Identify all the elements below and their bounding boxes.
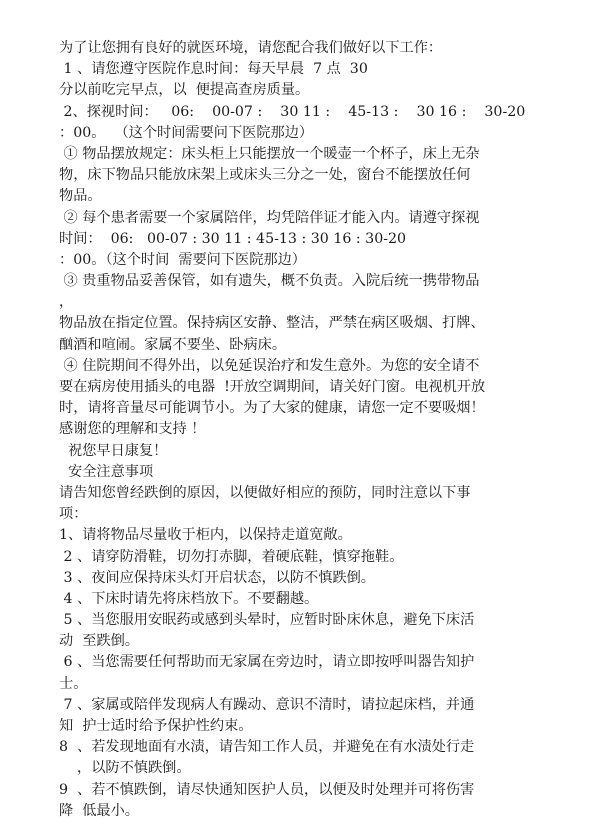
- text-line: 请告知您曾经跌倒的原因，以便做好相应的预防，同时注意以下事: [59, 484, 471, 501]
- text-line: ① 物品摆放规定：床头柜上只能摆放一个暖壶一个杯子，床上无杂: [59, 145, 480, 162]
- text-line: 项：: [59, 506, 88, 523]
- text-line: 8 、若发现地面有水渍，请告知工作人员，并避免在有水渍处行走: [59, 739, 475, 756]
- text-line: 时，请将音量尽可能调节小。为了大家的健康，请您一定不要吸烟！: [59, 400, 485, 417]
- text-line: 物品放在指定位置。保持病区安静、整洁，严禁在病区吸烟、打牌、: [59, 315, 485, 332]
- text-line: 物，床下物品只能放床架上或床头三分之一处，窗台不能摆放任何: [59, 167, 471, 184]
- text-line: ，: [59, 294, 74, 311]
- text-line: 7 、家属或陪伴发现病人有躁动、意识不清时，请拉起床档，并通: [59, 696, 475, 713]
- text-line: 1 、请您遵守医院作息时间：每天早晨 7 点 30: [59, 61, 368, 78]
- text-line: 1、请将物品尽量收于柜内，以保持走道宽敞。: [59, 527, 352, 544]
- text-line: ：00。（这个时间 需要问下医院那边）: [59, 251, 306, 268]
- text-line: 时间： 06: 00-07 : 30 11 : 45-13 : 30 16 : 30-20: [59, 230, 407, 247]
- text-line: 士。: [59, 675, 88, 692]
- text-line: 4 、下床时请先将床档放下。不要翻越。: [59, 590, 319, 607]
- text-line: 6 、当您需要任何帮助而无家属在旁边时，请立即按呼叫器告知护: [59, 654, 475, 671]
- text-line: ：00。 （这个时间需要问下医院那边）: [59, 124, 314, 141]
- text-line: 感谢您的理解和支持 ！: [59, 421, 206, 438]
- text-line: ，以防不慎跌倒。: [59, 760, 191, 777]
- text-line: 知 护士适时给予保护性约束。: [59, 718, 253, 734]
- document-page: [59, 38, 539, 822]
- text-line: 要在病房使用插头的电器 !开放空调期间，请关好门窗。电视机开放: [59, 379, 486, 395]
- text-line: 2 、请穿防滑鞋，切勿打赤脚，着硬底鞋，慎穿拖鞋。: [59, 548, 404, 565]
- text-line: ② 每个患者需要一个家属陪伴，均凭陪伴证才能入内。请遵守探视: [59, 209, 480, 226]
- text-line: 3 、夜间应保持床头灯开启状态，以防不慎跌倒。: [59, 569, 375, 586]
- section-heading: 安全注意事项: [59, 463, 154, 480]
- text-line: 祝您早日康复！: [59, 442, 168, 459]
- text-line: 酗酒和喧闹。家属不要坐、卧病床。: [59, 336, 287, 353]
- text-line: 5 、当您服用安眠药或感到头晕时，应暂时卧床休息，避免下床活: [59, 612, 475, 629]
- text-line: 降 低最小。: [59, 802, 139, 819]
- text-line: 物品。: [59, 188, 102, 205]
- text-line: 9 、若不慎跌倒，请尽快通知医护人员，以便及时处理并可将伤害: [59, 781, 475, 798]
- text-line: 2、探视时间： 06: 00-07 : 30 11 : 45-13 : 30 16 : 30-20: [59, 103, 526, 120]
- text-line: 动 至跌倒。: [59, 633, 139, 650]
- text-line: ③ 贵重物品妥善保管，如有遗失，概不负责。入院后统一携带物品: [59, 273, 480, 290]
- text-line: ④ 住院期间不得外出，以免延误治疗和发生意外。为您的安全请不: [59, 357, 480, 374]
- text-line: 为了让您拥有良好的就医环境，请您配合我们做好以下工作：: [59, 40, 443, 56]
- text-line: 分以前吃完早点，以 便提高查房质量。: [59, 82, 310, 99]
